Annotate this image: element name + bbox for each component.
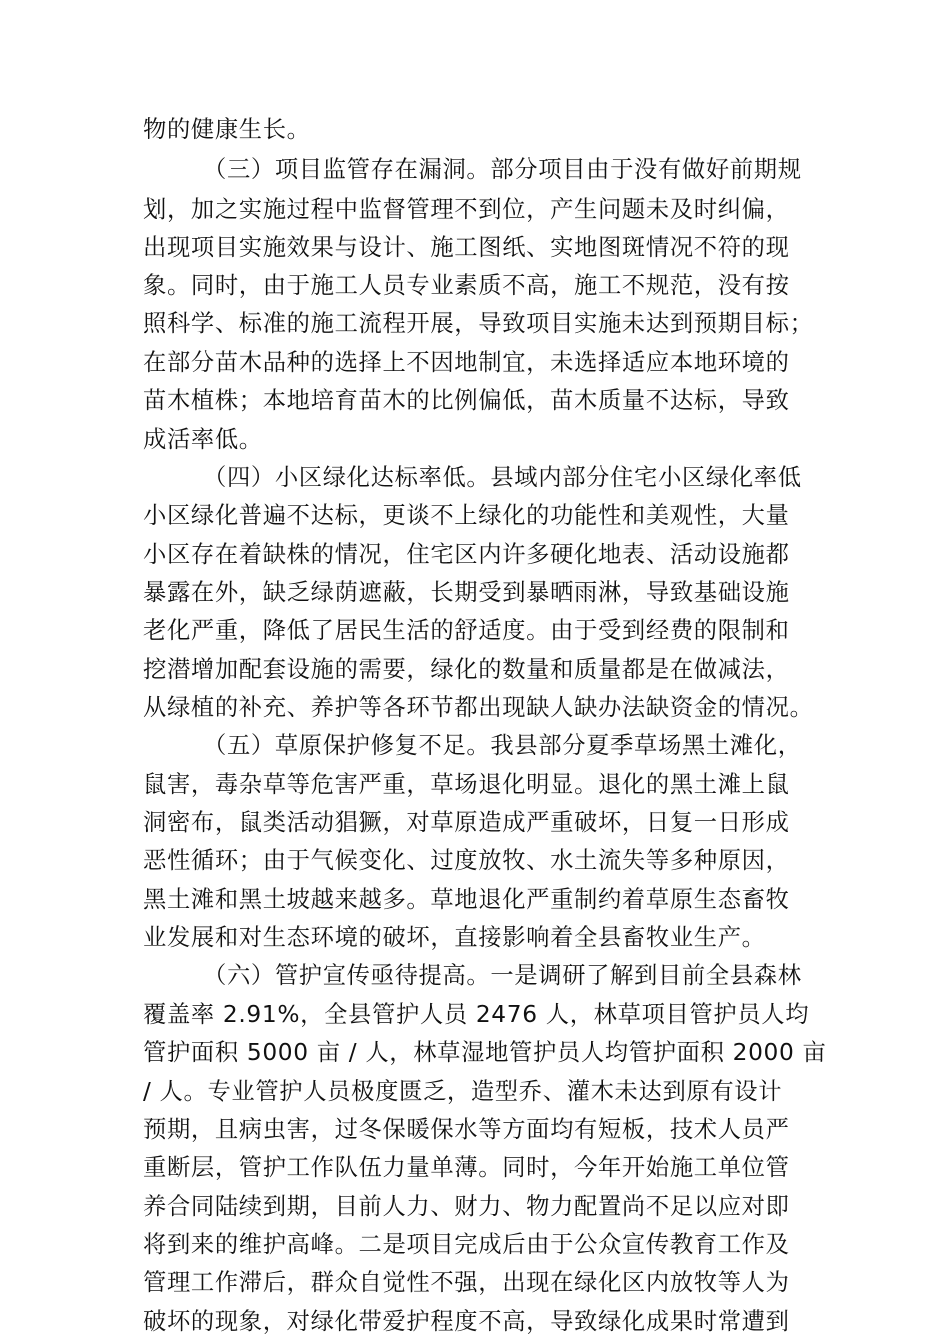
paragraph-heading-line: （六）管护宣传亟待提高。一是调研了解到目前全县森林 (203, 962, 802, 989)
text-line: 管理工作滞后，群众自觉性不强，出现在绿化区内放牧等人为 (143, 1269, 790, 1296)
text-line: 将到来的维护高峰。二是项目完成后由于公众宣传教育工作及 (143, 1231, 790, 1258)
text-line: 划，加之实施过程中监督管理不到位，产生问题未及时纠偏， (143, 196, 790, 223)
text-line: 鼠害，毒杂草等危害严重，草场退化明显。退化的黑土滩上鼠 (143, 771, 790, 798)
text-line: 管护面积 5000 亩 / 人，林草湿地管护员人均管护面积 2000 亩 (143, 1039, 827, 1066)
paragraph-heading-line: （五）草原保护修复不足。我县部分夏季草场黑土滩化， (203, 732, 802, 759)
text-line: 养合同陆续到期，目前人力、财力、物力配置尚不足以应对即 (143, 1193, 790, 1220)
text-line: 破坏的现象，对绿化带爱护程度不高，导致绿化成果时常遭到 (143, 1308, 790, 1335)
text-line: 小区存在着缺株的情况，住宅区内许多硬化地表、活动设施都 (143, 541, 790, 568)
text-line: 照科学、标准的施工流程开展，导致项目实施未达到预期目标； (143, 310, 814, 337)
text-line: 挖潜增加配套设施的需要，绿化的数量和质量都是在做减法， (143, 656, 790, 683)
text-line: 预期，且病虫害，过冬保暖保水等方面均有短板，技术人员严 (143, 1116, 790, 1143)
text-line: 覆盖率 2.91%，全县管护人员 2476 人，林草项目管护员人均 (143, 1001, 810, 1028)
paragraph-heading-line: （四）小区绿化达标率低。县域内部分住宅小区绿化率低 (203, 464, 802, 491)
text-line: 小区绿化普遍不达标，更谈不上绿化的功能性和美观性，大量 (143, 502, 790, 529)
text-line: 成活率低。 (143, 426, 263, 453)
text-line: 苗木植株；本地培育苗木的比例偏低，苗木质量不达标，导致 (143, 387, 790, 414)
text-line: 物的健康生长。 (143, 116, 311, 143)
text-line: 象。同时，由于施工人员专业素质不高，施工不规范，没有按 (143, 272, 790, 299)
text-line: 出现项目实施效果与设计、施工图纸、实地图斑情况不符的现 (143, 234, 790, 261)
text-line: 在部分苗木品种的选择上不因地制宜，未选择适应本地环境的 (143, 349, 790, 376)
text-line: 业发展和对生态环境的破坏，直接影响着全县畜牧业生产。 (143, 924, 766, 951)
paragraph-heading-line: （三）项目监管存在漏洞。部分项目由于没有做好前期规 (203, 156, 802, 183)
text-line: 老化严重，降低了居民生活的舒适度。由于受到经费的限制和 (143, 617, 790, 644)
text-line: / 人。专业管护人员极度匮乏，造型乔、灌木未达到原有设计 (143, 1078, 783, 1105)
text-line: 黑土滩和黑土坡越来越多。草地退化严重制约着草原生态畜牧 (143, 886, 790, 913)
text-line: 暴露在外，缺乏绿荫遮蔽，长期受到暴晒雨淋，导致基础设施 (143, 579, 790, 606)
text-line: 从绿植的补充、养护等各环节都出现缺人缺办法缺资金的情况。 (143, 694, 814, 721)
text-line: 恶性循环；由于气候变化、过度放牧、水土流失等多种原因， (143, 847, 790, 874)
text-line: 洞密布，鼠类活动猖獗，对草原造成严重破坏，日复一日形成 (143, 809, 790, 836)
text-line: 重断层，管护工作队伍力量单薄。同时，今年开始施工单位管 (143, 1154, 790, 1181)
